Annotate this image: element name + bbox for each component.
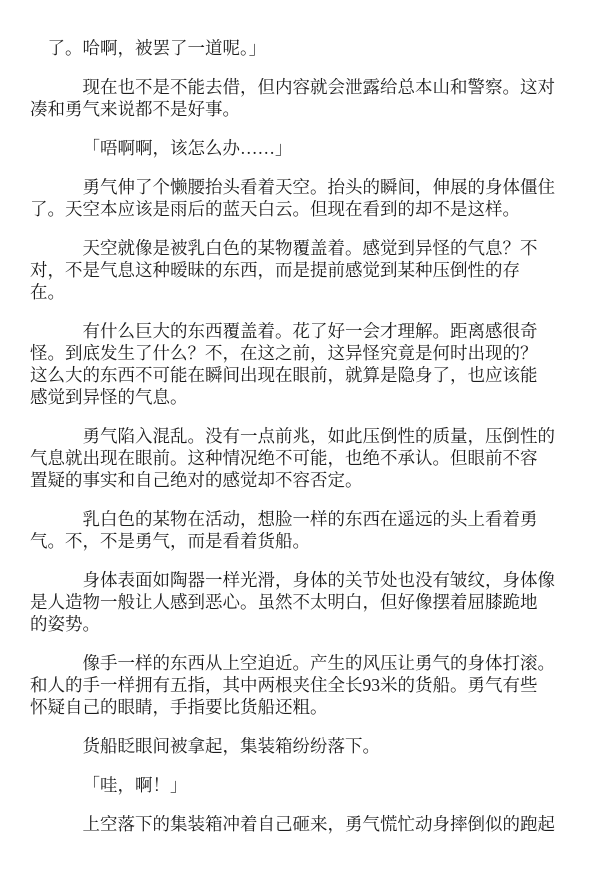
text-line: 勇气伸了个懒腰抬头看着天空。抬头的瞬间，伸展的身体僵住 xyxy=(82,177,555,197)
text-line: 气。不，不是勇气，而是看着货船。 xyxy=(30,531,310,551)
paragraph xyxy=(30,813,587,835)
paragraph xyxy=(30,320,587,408)
text-line: 的姿势。 xyxy=(30,614,100,634)
paragraph xyxy=(30,37,587,59)
paragraph xyxy=(30,176,587,220)
text-line: 天空就像是被乳白色的某物覆盖着。感觉到异怪的气息？不 xyxy=(82,238,538,258)
text-line: 「唔啊啊，该怎么办……」 xyxy=(82,138,293,158)
text-line: 凑和勇气来说都不是好事。 xyxy=(30,99,240,119)
text-line: 上空落下的集装箱冲着自己砸来，勇气慌忙动身摔倒似的跑起 xyxy=(82,814,555,834)
text-line: 置疑的事实和自己绝对的感觉却不容否定。 xyxy=(30,470,363,490)
text-line: 在。 xyxy=(30,282,65,302)
text-line: 了。哈啊，被罢了一道呢。」 xyxy=(47,38,267,58)
text-line: 了。天空本应该是雨后的蓝天白云。但现在看到的却不是这样。 xyxy=(30,199,520,219)
paragraph xyxy=(30,652,587,718)
text-line: 「哇，啊！」 xyxy=(82,775,188,795)
text-line: 有什么巨大的东西覆盖着。花了好一会才理解。距离感很奇 xyxy=(82,321,538,341)
text-line: 怪。到底发生了什么？不，在这之前，这异怪究竟是何时出现的？ xyxy=(30,343,538,363)
text-line: 货船眨眼间被拿起，集装箱纷纷落下。 xyxy=(82,736,380,756)
text-line: 乳白色的某物在活动，想脸一样的东西在遥远的头上看着勇 xyxy=(82,509,538,529)
dialogue-paragraph xyxy=(30,774,587,796)
text-line: 对，不是气息这种暧昧的东西，而是提前感觉到某种压倒性的存 xyxy=(30,260,520,280)
text-line: 勇气陷入混乱。没有一点前兆，如此压倒性的质量，压倒性的 xyxy=(82,426,555,446)
paragraph xyxy=(30,508,587,552)
text-line: 像手一样的东西从上空迫近。产生的风压让勇气的身体打滚。 xyxy=(82,653,555,673)
text-line: 现在也不是不能去借，但内容就会泄露给总本山和警察。这对 xyxy=(82,77,555,97)
paragraph xyxy=(30,76,587,120)
paragraph xyxy=(30,425,587,491)
paragraph xyxy=(30,569,587,635)
text-line: 是人造物一般让人感到恶心。虽然不太明白，但好像摆着屈膝跪地 xyxy=(30,592,538,612)
text-line: 和人的手一样拥有五指，其中两根夹住全长93米的货船。勇气有些 xyxy=(30,675,538,695)
text-line: 怀疑自己的眼睛，手指要比货船还粗。 xyxy=(30,697,328,717)
text-line: 气息就出现在眼前。这种情况绝不可能，也绝不承认。但眼前不容 xyxy=(30,448,538,468)
paragraph xyxy=(30,735,587,757)
paragraph xyxy=(30,237,587,303)
text-line: 感觉到异怪的气息。 xyxy=(30,387,188,407)
dialogue-paragraph xyxy=(30,137,587,159)
text-line: 这么大的东西不可能在瞬间出现在眼前，就算是隐身了，也应该能 xyxy=(30,365,538,385)
text-line: 身体表面如陶器一样光滑，身体的关节处也没有皱纹，身体像 xyxy=(82,570,555,590)
